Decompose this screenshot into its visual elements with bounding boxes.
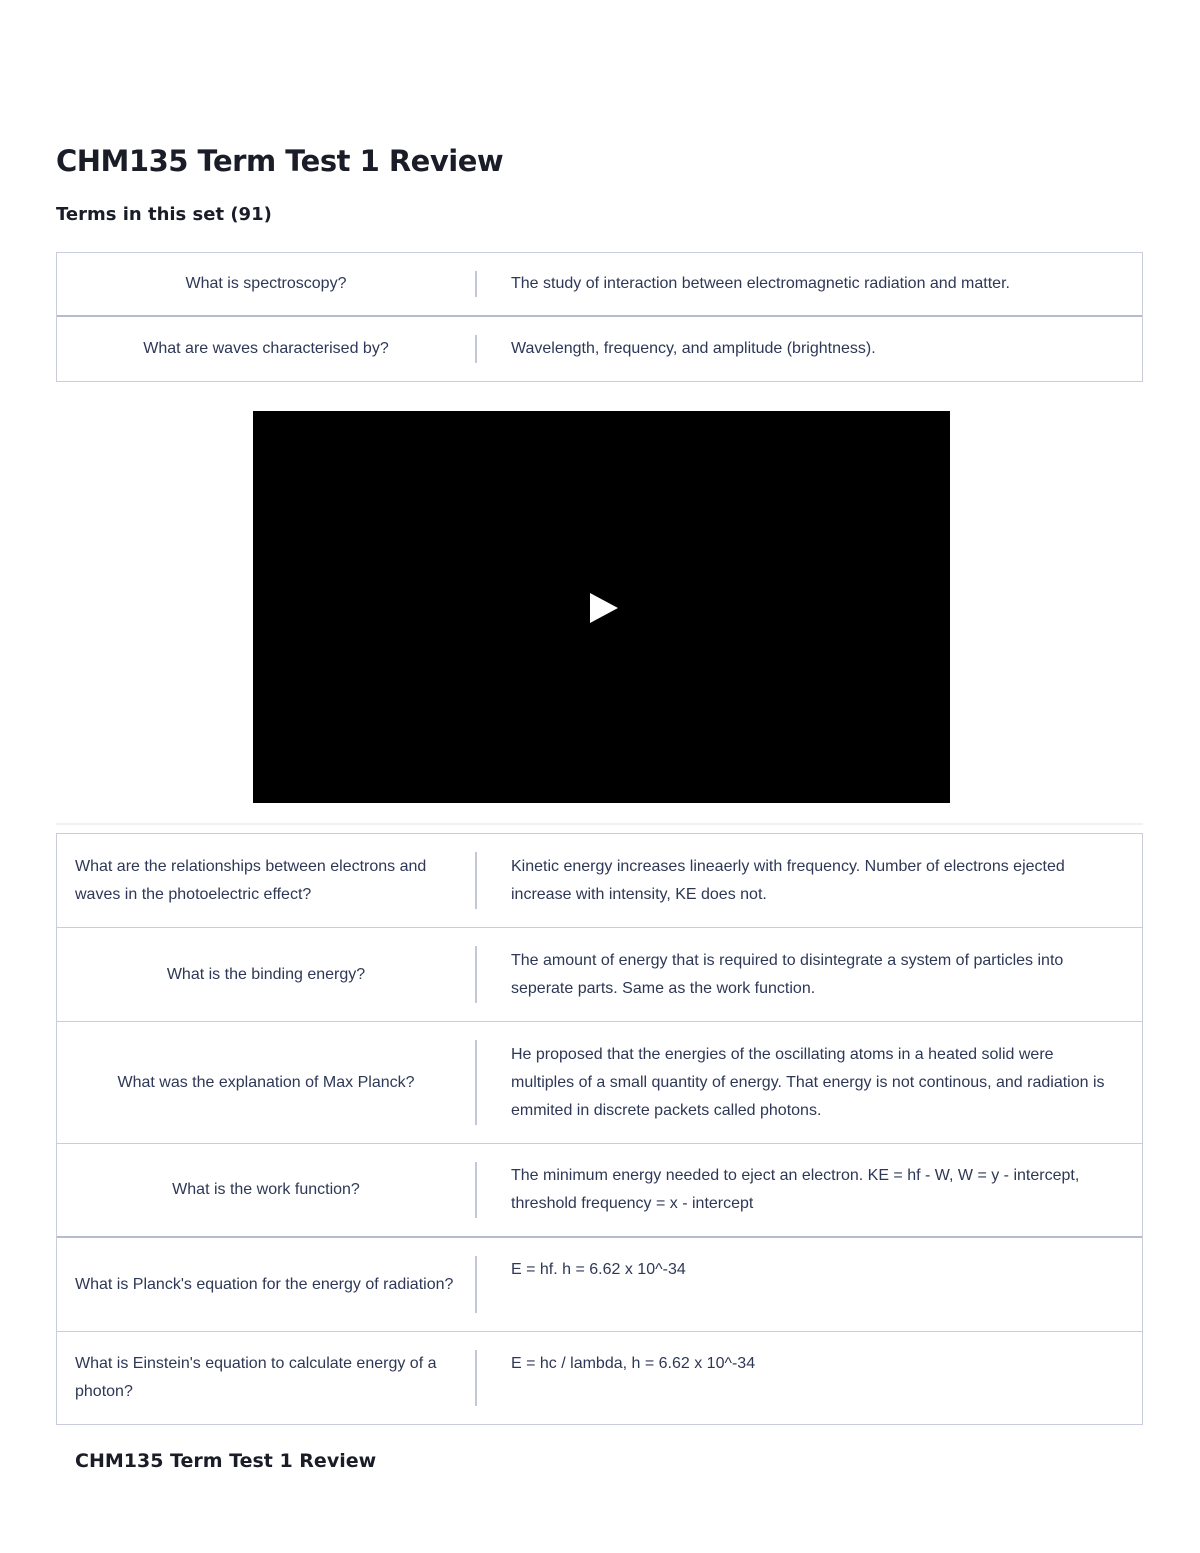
term-text: What are the relationships between electrons and waves in the photoelectric effect? [75, 857, 427, 903]
term-text: What is Einstein's equation to calculate energy of a photon? [75, 1355, 437, 1400]
term-text: What was the explanation of Max Planck? [117, 1073, 415, 1091]
term-list-bottom [56, 833, 1143, 1425]
term-card[interactable] [57, 253, 1142, 317]
page-title: CHM135 Term Test 1 Review [56, 144, 504, 178]
term-text: What is Planck's equation for the energy of radiation? [75, 1275, 454, 1293]
term-card[interactable] [57, 1238, 1142, 1332]
term-text: What is spectroscopy? [185, 275, 347, 292]
definition-text: The minimum energy needed to eject an electron. KE = hf - W, W = y - intercept, threshold frequency = x - intercept [511, 1167, 1080, 1212]
definition-text: The amount of energy that is required to disintegrate a system of particles into seperate parts. Same as the work function. [511, 951, 1064, 997]
play-icon[interactable] [590, 593, 618, 623]
definition-text: E = hc / lambda, h = 6.62 x 10^-34 [511, 1355, 756, 1372]
term-card[interactable] [57, 317, 1142, 381]
term-text: What is the work function? [172, 1181, 360, 1198]
footer-title: CHM135 Term Test 1 Review [75, 1450, 377, 1472]
video-player[interactable] [253, 411, 950, 803]
definition-text: He proposed that the energies of the oscillating atoms in a heated solid were multiples of a small quantity of energy. That energy is not continous, and radiation is emmited in discrete packets called photons. [511, 1045, 1105, 1119]
term-text: What is the binding energy? [166, 965, 366, 983]
definition-text: Wavelength, frequency, and amplitude (brightness). [511, 340, 876, 357]
term-card[interactable] [57, 1332, 1142, 1424]
term-card[interactable] [57, 1144, 1142, 1238]
term-card[interactable] [57, 928, 1142, 1022]
definition-text: E = hf. h = 6.62 x 10^-34 [511, 1261, 686, 1278]
term-card[interactable] [57, 1022, 1142, 1144]
definition-text: The study of interaction between electromagnetic radiation and matter. [511, 275, 1010, 292]
term-list-top [56, 252, 1143, 382]
term-card[interactable] [57, 834, 1142, 928]
definition-text: Kinetic energy increases lineaerly with frequency. Number of electrons ejected increase with intensity, KE does not. [511, 857, 1065, 903]
term-text: What are waves characterised by? [143, 340, 389, 357]
section-divider [56, 823, 1143, 825]
terms-count-heading: Terms in this set (91) [56, 204, 272, 225]
